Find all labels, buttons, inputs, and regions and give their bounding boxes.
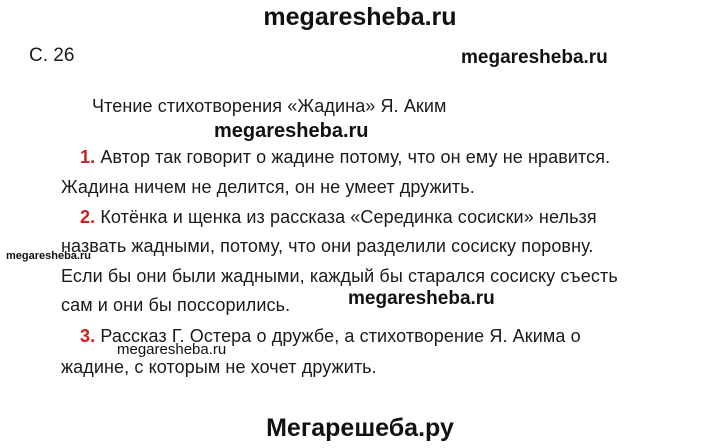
answer-number: 3. <box>80 326 96 346</box>
watermark-small: megaresheba.ru <box>117 341 227 358</box>
answer-1-line-1 <box>80 147 610 168</box>
heading: Чтение стихотворения «Жадина» Я. Аким <box>92 96 447 116</box>
answer-2-line-3: Если бы они были жадными, каждый бы старался сосиску съесть <box>61 266 618 286</box>
watermark-mid-lower: megaresheba.ru <box>348 288 495 309</box>
answer-1-line-2: Жадина ничем не делится, он не умеет дружить. <box>61 177 475 197</box>
answer-number: 1. <box>80 147 96 167</box>
watermark-top: megaresheba.ru <box>263 3 457 31</box>
watermark-mid: megaresheba.ru <box>214 120 369 142</box>
watermark-right: megaresheba.ru <box>461 47 608 68</box>
answer-3-line-1 <box>80 326 581 347</box>
watermark-left: megaresheba.ru <box>6 250 91 262</box>
page-reference: С. 26 <box>29 45 75 66</box>
answer-3-line-2: жадине, с которым не хочет дружить. <box>61 357 377 377</box>
answer-2-line-2: назвать жадными, потому, что они разделили сосиску поровну. <box>61 236 594 256</box>
answer-text: Рассказ Г. Остера о дружбе, а стихотворение Я. Акима о <box>100 326 581 346</box>
answer-2-line-1 <box>80 207 597 228</box>
watermark-bottom: Мегарешеба.ру <box>266 414 454 442</box>
answer-number: 2. <box>80 207 96 227</box>
answer-text: Автор так говорит о жадине потому, что он ему не нравится. <box>100 147 611 167</box>
answer-text: Котёнка и щенка из рассказа «Серединка сосиски» нельзя <box>100 207 597 227</box>
answer-2-line-4: сам и они бы поссорились. <box>61 295 291 315</box>
